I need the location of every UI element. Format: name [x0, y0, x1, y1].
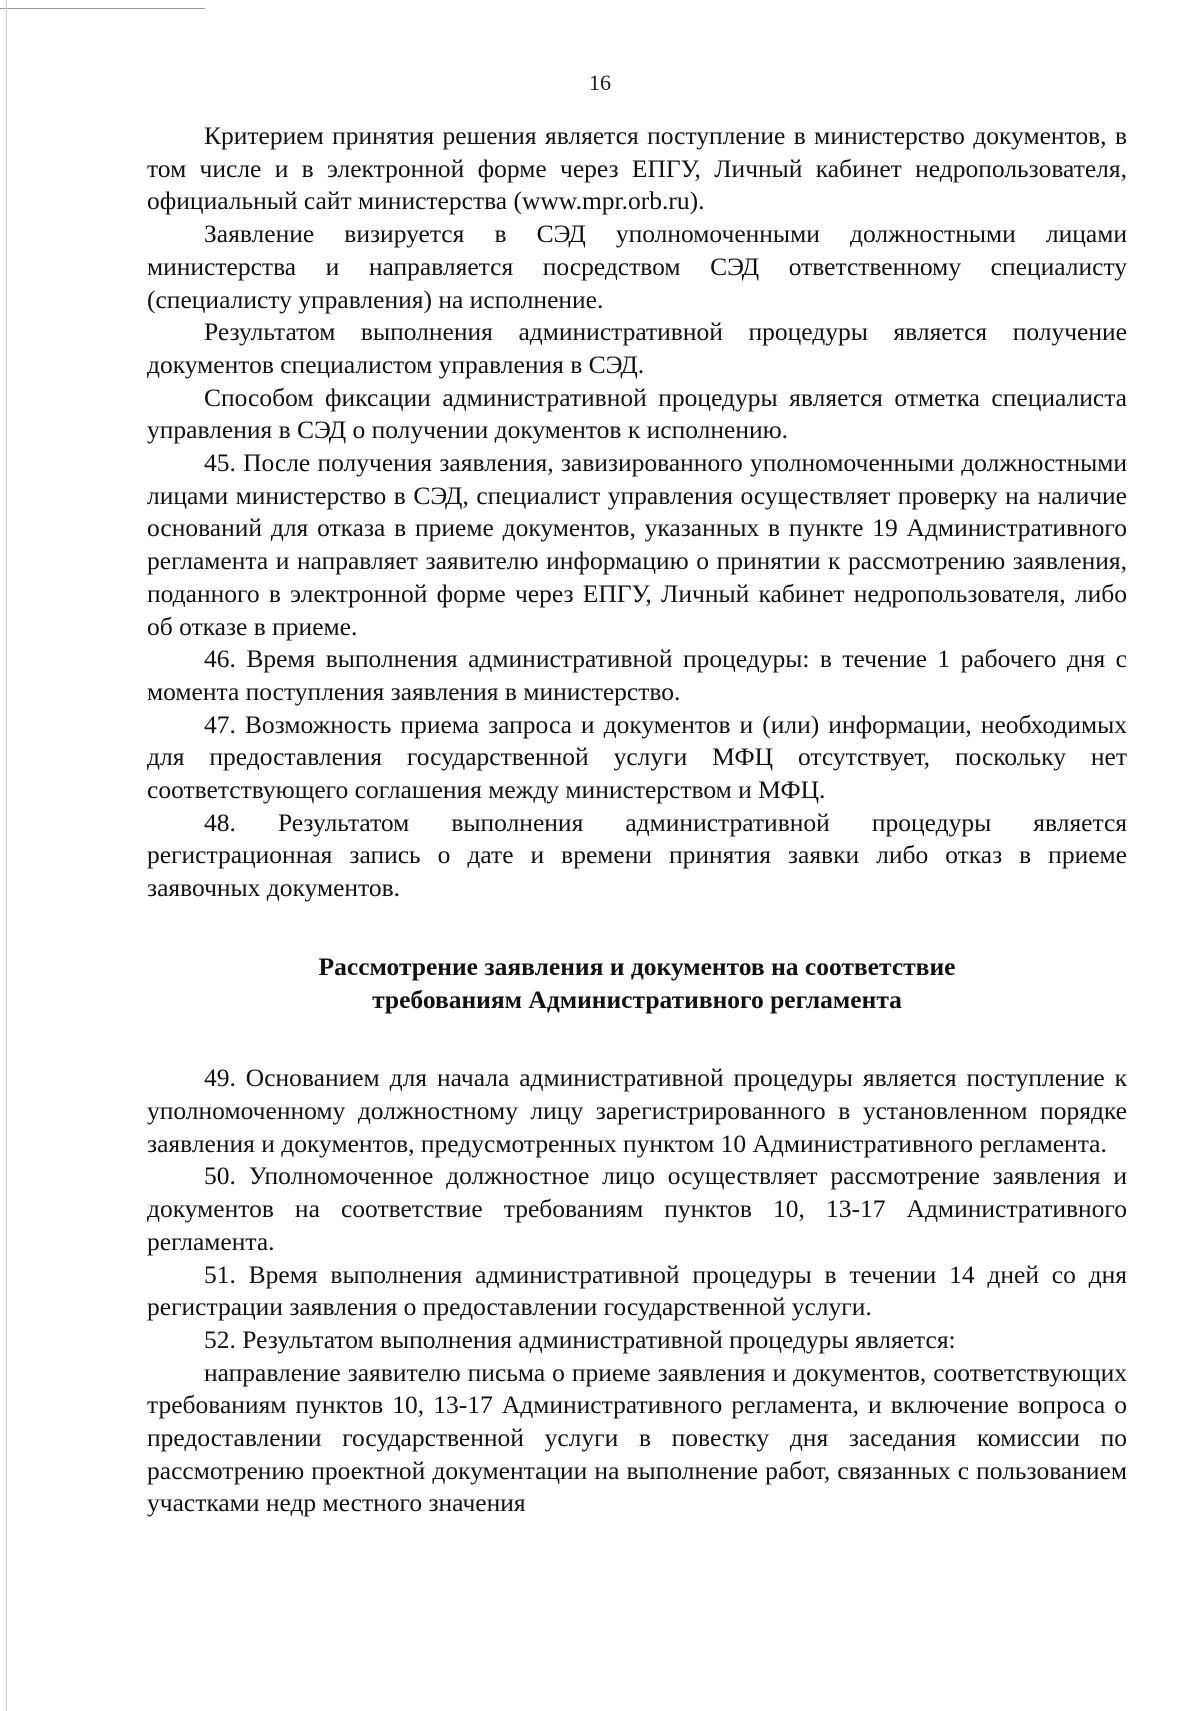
- paragraph-application-approval: Заявление визируется в СЭД уполномоченными должностными лицами министерства и направляется посредством СЭД ответственному специалисту (специалисту управления) на исполнение.: [147, 219, 1127, 314]
- paragraph-item-47: 47. Возможность приема запроса и документов и (или) информации, необходимых для предоставления государственной услуги МФЦ отсутствует, поскольку нет соответствующего соглашения между министерством и МФЦ.: [147, 709, 1127, 805]
- paragraph-item-51: 51. Время выполнения административной процедуры в течении 14 дней со дня регистрации заявления о предоставлении государственной услуги.: [147, 1259, 1127, 1322]
- paragraph-item-52: 52. Результатом выполнения административной процедуры является:: [204, 1324, 956, 1354]
- paragraph-item-52-result: направление заявителю письма о приеме заявления и документов, соответствующих требованиям пунктов 10, 13-17 Административного регламента, и включение вопроса о предоставлении государственной услуги в повестку дня заседания комиссии по рассмотрению проектной документации на выполнение работ, связанных с пользованием участками недр местного значения: [147, 1357, 1127, 1518]
- document-body: [147, 120, 1127, 1520]
- paragraph-item-45: 45. После получения заявления, завизированного уполномоченными должностными лицами министерство в СЭД, специалист управления осуществляет проверку на наличие оснований для отказа в приеме документов, указанных в пункте 19 Административного регламента и направляет заявителю информацию о принятии к рассмотрению заявления, поданного в электронной форме через ЕПГУ, Личный кабинет недропользователя, либо об отказе в приеме.: [147, 448, 1127, 641]
- scan-edge-top: [0, 8, 205, 9]
- page-number: 16: [589, 70, 611, 95]
- paragraph-decision-criterion: Критерием принятия решения является поступление в министерство документов, в том числе и в электронной форме через ЕПГУ, Личный кабинет недропользователя, официальный сайт министерства (www.mpr.orb.ru).: [147, 121, 1127, 216]
- paragraph-item-49: 49. Основанием для начала административной процедуры является поступление к уполномоченному должностному лицу зарегистрированного в установленном порядке заявления и документов, предусмотренных пунктом 10 Административного регламента.: [147, 1063, 1127, 1158]
- paragraph-procedure-result: Результатом выполнения административной процедуры является получение документов специалистом управления в СЭД.: [147, 317, 1127, 379]
- paragraph-item-48: 48. Результатом выполнения административной процедуры является регистрационная запись о дате и времени принятия заявки либо отказ в приеме заявочных документов.: [147, 807, 1127, 903]
- scan-edge-left: [6, 0, 7, 1711]
- section-heading-line-1: Рассмотрение заявления и документов на соответствие: [318, 951, 956, 981]
- paragraph-item-46: 46. Время выполнения административной процедуры: в течение 1 рабочего дня с момента поступления заявления в министерство.: [147, 644, 1127, 706]
- paragraph-fixation-method: Способом фиксации административной процедуры является отметка специалиста управления в СЭД о получении документов к исполнению.: [147, 382, 1127, 445]
- section-heading: [147, 951, 1127, 1016]
- section-heading-line-2: требованиям Административного регламента: [372, 984, 902, 1014]
- paragraph-item-50: 50. Уполномоченное должностное лицо осуществляет рассмотрение заявления и документов на соответствие требованиям пунктов 10, 13-17 Административного регламента.: [147, 1161, 1127, 1256]
